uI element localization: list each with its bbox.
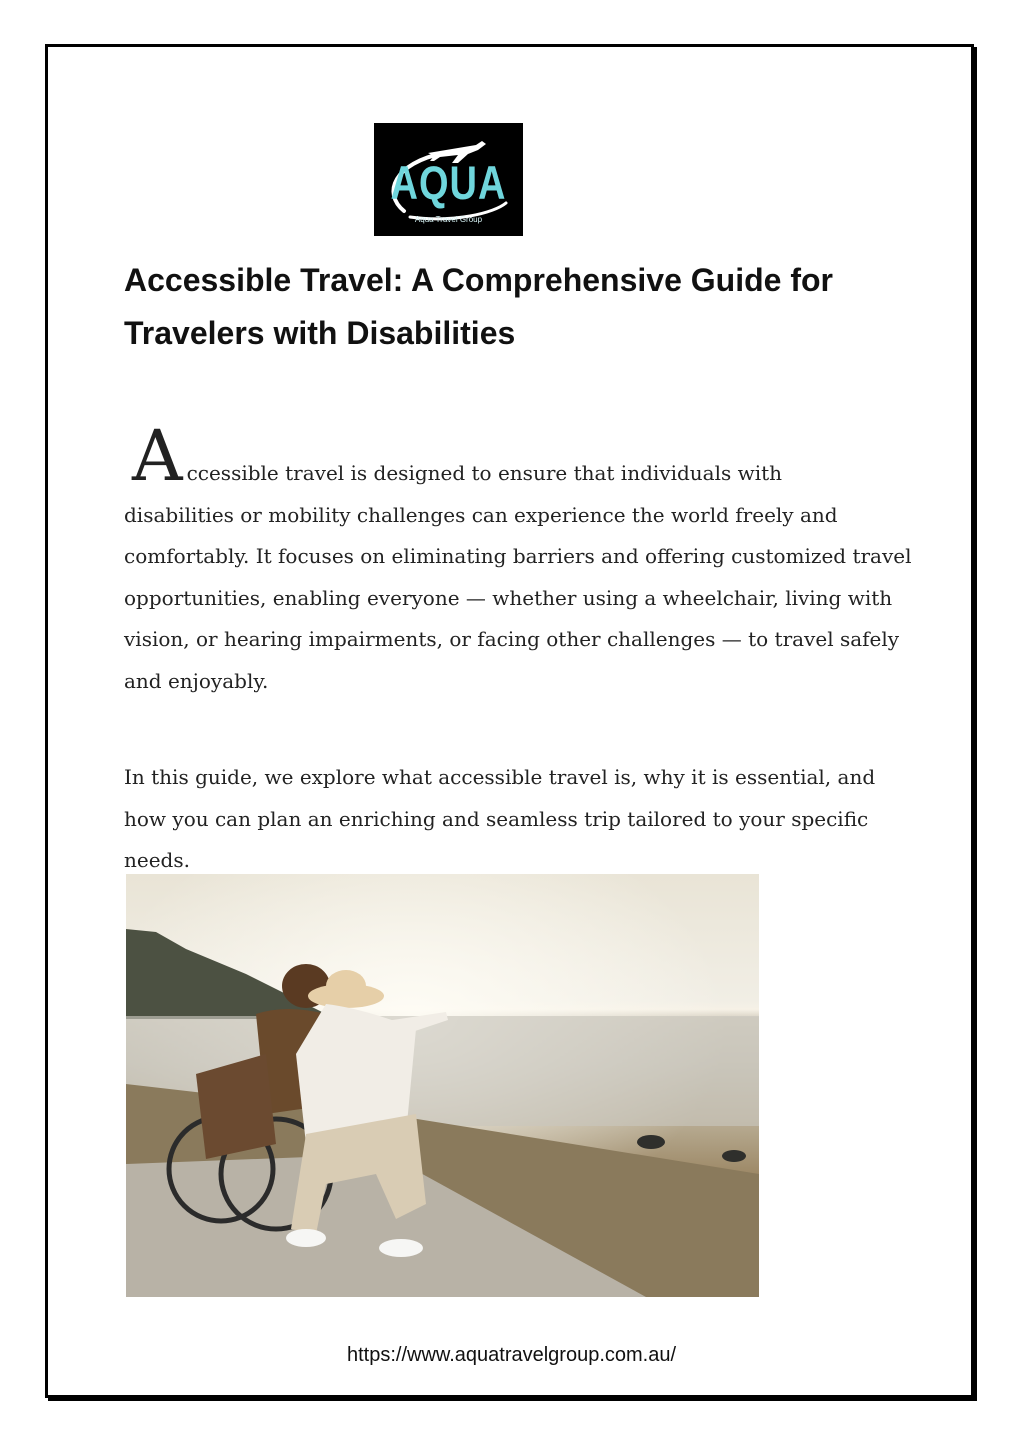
intro-rest: disabilities or mobility challenges can experience the world freely and comfortably. It focuses on eliminating barriers and offering customized travel opportunities, enabling everyone — whether using a wheelchair, living with vision, or hearing impairments, or facing other challenges — to travel safely and enjoyably. xyxy=(124,502,912,693)
drop-cap: A xyxy=(132,415,183,497)
beach-wheelchair-photo xyxy=(126,874,759,1297)
guide-paragraph: In this guide, we explore what accessible travel is, why it is essential, and how you can plan an enriching and seamless trip tailored to your specific needs. xyxy=(124,765,876,872)
intro-first-line: ccessible travel is designed to ensure that individuals with xyxy=(186,461,783,485)
logo-tagline: Aqua Travel Group xyxy=(414,215,483,224)
page-title: Accessible Travel: A Comprehensive Guide for Travelers with Disabilities xyxy=(124,262,833,351)
logo-wordmark: AQUA xyxy=(390,157,507,211)
brand-logo xyxy=(374,123,523,236)
footer-url[interactable]: https://www.aquatravelgroup.com.au/ xyxy=(346,1344,677,1366)
intro-paragraph xyxy=(124,413,914,702)
